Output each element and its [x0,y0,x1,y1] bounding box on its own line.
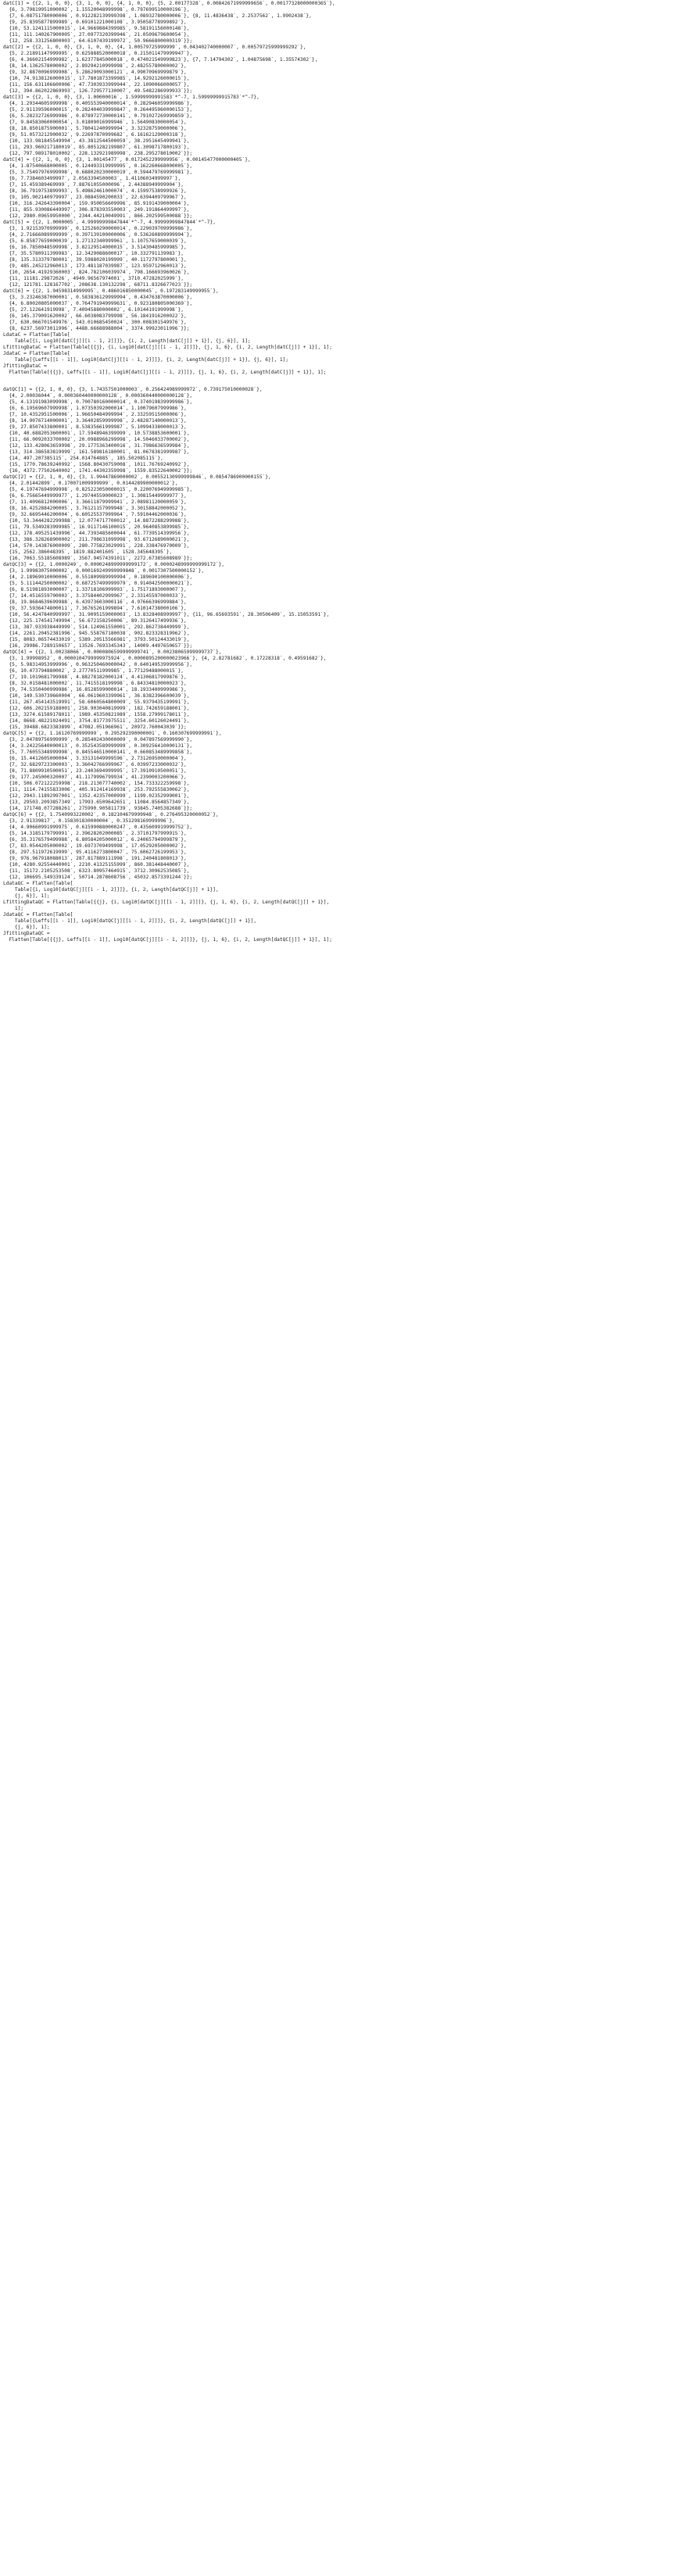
code-line: {15, 2562.386048395`, 1819.882401605`, 1528.345648395`}, [3,549,173,555]
code-line: {13, 29503.2093857349`, 17993.6509642651`, 11084.8564857349`}, [3,800,190,805]
code-line: {9, 105.902140979997`, 23.0884590200033`, 22.6394409799967`}, [3,195,187,200]
code-line: {7, 15.459389469999`, 7.88761055000096`, 2.44388949999904`}, [3,182,184,188]
code-line: {5, 14.3185179799991`, 2.39628202000085`, 2.37101797999915`}, [3,831,187,836]
code-line: {7, 19.1019681799988`, 4.88278182000124`, 4.41306817999876`}, [3,674,187,680]
code-line: {11, 156.631106600006`, 47.7303933999944`, 22.1090066000057`}, [3,82,190,88]
code-line: Table[{Leffs[[i - 1]], Log10[datQC[j][[i - 1, 2]]]}, {i, 2, Length[datQC[j]] + 1}], [3,918,257,924]
code-line: {11, 66.0092033700002`, 20.0988966299998`, 14.5046033700002`}, [3,437,190,442]
code-line: {8, 135.313379780001`, 39.5988020199999`, 40.1172797800001`}, [3,257,187,263]
code-line: {6, 10.473794880002`, 2.27770511999985`, 1.77129488000015`}, [3,668,184,674]
code-line: {10, 40.6882053600001`, 17.5948946399999`, 10.5738853600001`}, [3,431,190,436]
code-line: {10, 56.4247840999997`, 31.9095159000003`, 13.8328408999997`}, {11, 96.65693591`, 28.30506409`, 15.15053591`}, [3,612,330,617]
code-line: {12, 106695.549339124`, 50714.2878608756`, 45032.8573391244`}}; [3,875,193,880]
code-line: {10, 4280.92554440001`, 2210.41325155999`, 860.381448440007`}, [3,862,190,868]
code-line: LfittingDataC = Flatten[Table[{{j}, {i, Log10[datC[j][[i - 1, 2]]]}, {j, 1, 6}, {i, 2, Length[datC[j]] + 1}], 1]; [3,345,332,350]
code-line: {6, 145.379091620002`, 66.6038083799998`, 56.1841916200022`}, [3,313,187,319]
code-line: {4, 2.18969010000006`, 0.551809989999994`, 0.189690100000006`}, [3,574,193,580]
code-line: {8, 297.511972619999`, 95.4116273800047`, 75.6062726199953`}, [3,850,187,855]
code-line: {3, 2.91339817`, 0.158301830000004`, 0.351298169999996`}, [3,818,175,824]
code-line: {4, 4.90660991999975`, 0.615990880000247`, 0.435609919999752`}, [3,825,193,830]
code-line: {4, 2.00036044`, 0.000360440000000128`, 0.000360440000000128`}, [3,393,193,399]
code-line: {6, 6.75665449999977`, 1.29744559000023`, 1.30815449999977`}, [3,493,187,499]
code-line: {15, 8083.06574433019`, 5389.20515566981`, 3793.50124433019`}, [3,637,190,642]
code-line: datC[4] = {{2, 1, 0, 0}, {3, 1.00145477`, 0.0172452299999956`, 0.00145477000000405`}, [3,157,251,163]
code-line: JfittingDataC = [3,363,47,369]
code-line: {8, 71.8809910500051`, 23.2403694999995`, 17.3910910500051`}, [3,768,187,774]
code-line: {3, 1.92153970999999`, 0.125260290000014`, 0.229039709999986`}, [3,226,193,231]
code-line: {7, 10.4352951500006`, 1.96650484999994`, 2.33259515000006`}, [3,412,187,417]
code-line: datQC[2] = {{2, 1, 0, 0}, {3, 1.99447869000002`, 0.00552130999999846`, 0.0854786900000155`}, [3,474,271,480]
code-line: {11, 15172.2105253508`, 6323.80957464915`, 3712.30962535085`}, [3,868,190,874]
code-line: {7, 6.08751780000006`, 0.912282139999398`, 1.08932780000006`}, {8, 11.4836438`, 2.2537562`, 1.9902438`}, [3,13,312,19]
code-line: {4, 3.24225640000013`, 0.352543589999999`, 0.309256410000131`}, [3,743,193,749]
code-line: {14, 2261.20452381996`, 945.558767180038`, 902.823328319962`}, [3,631,190,636]
code-line: {9, 485.245212960013`, 173.481187039987`, 123.959712960013`}, [3,263,187,269]
code-line: datC[2] = {{2, 1, 0, 0}, {3, 1, 0, 0}, {4, 1.00579725999999`, 0.043402740000007`, 0.00579725999999292`}, [3,45,306,50]
code-line: LdataQC = Flatten[Table[ [3,881,73,886]
code-line: {13, 314.386583819999`, 161.589816180001`, 81.0678381999987`}, [3,449,190,455]
code-line: {6, 5.28232726999986`, 0.878972730000141`, 0.791027269999859`}, [3,113,193,119]
code-line: {5, 3.75497976999998`, 0.688020230000019`, 0.594479769999981`}, [3,170,193,175]
code-line: {15, 1770.78639240992`, 1568.80430759008`, 1011.76769240992`}, [3,462,190,467]
code-line: {10, 53.3444282299988`, 12.0774717700012`, 14.8872288299988`}, [3,518,190,524]
code-line: {12, 2943.11892997001`, 1352.42357000999`, 1199.02352999001`}, [3,793,190,799]
code-line: {11, 1114.74155833006`, 405.912414169938`, 253.792555830062`}, [3,787,190,792]
code-line: LfittingDataQC = Flatten[Table[{{j}, {i, Log10[datQC[j][[i - 1, 2]]]}, {j, 1, 6}, {i, 2, Length[datQC[j]] + 1}], [3,900,330,905]
code-line: {14, 171748.077288261`, 275990.905811739`, 93845.7405382688`}}; [3,806,193,811]
code-cell[interactable] [3,1,677,376]
code-line: {10, 133.981845549994`, 43.3812544500059`, 38.2951645499941`}, [3,138,190,144]
code-line: {5, 2.91139596000015`, 0.282404039999847`, 0.264495960000153`}, [3,107,193,113]
code-line: {11, 293.960217180019`, 85.8051282199807`, 61.3098717800193`}, [3,145,190,150]
code-line: {16, 29986.7289150657`, 13526.7693345343`, 14009.4497650657`}}; [3,643,193,649]
code-line: {3, 1.99983075000002`, 0.000169249999999848`, 0.0017307500000152`}, [3,568,205,574]
code-line: {9, 976.967918088013`, 287.817889111998`, 191.240481808013`}, [3,856,187,861]
code-line: {9, 177.245000320007`, 41.1179996799934`, 41.2390003200066`}, [3,775,187,780]
code-line: {6, 35.3176579499988`, 6.80584205000012`, 6.24065794999879`}, [3,837,187,843]
code-line: {14, 570.143876000009`, 280.775823029991`, 228.338476970009`}, [3,543,190,549]
code-line: {7, 11.4096812000006`, 3.36611879999941`, 2.08981120000059`}, [3,499,187,505]
code-line: datQC[6] = {{2, 1.7540993220002`, 0.182104679999948`, 0.276495320000052`}, [3,812,219,818]
code-line: {10, 2654.41929360003`, 824.782106039974`, 798.166693960026`}, [3,270,190,275]
code-line: {9, 25.8395877899989`, 0.69101221000108`, 3.95058778999892`}, [3,20,187,25]
code-line: {12, 258.331256800003`, 64.6107439199972`, 50.9666800000319`}}; [3,38,193,44]
code-line: {14, 497.207385115`, 254.014764885`, 185.502085115`}, [3,456,163,461]
code-line: {6, 7.7384603499997`, 2.0563394500003`, 1.41106034999997`}, [3,176,181,181]
code-line: {4, 2.01442899`, 0.170071009999999`, 0.0144289900000012`}, [3,481,178,486]
code-line: {6, 15.4412605000004`, 3.33131049999596`, 2.73126950000004`}, [3,756,187,761]
code-line: Flatten[Table[{{j}, Leffs[[i - 1]], Log10[datQC[j][[i - 1, 2]]]}, {j, 1, 6}, {i, 2, Length[datQC[j]] + 1}], 1]; [3,937,332,943]
code-line: JdataC = Flatten[Table[ [3,351,70,356]
code-line: {12, 225.174541749994`, 56.672158250006`, 89.3126417499936`}, [3,618,187,624]
code-line: {5, 5.98314953999996`, 0.963250460000042`, 0.640149539999956`}, [3,662,193,667]
code-line: {15, 39488.6823383899`, 47082.051966961`, 20972.760043039`}}; [3,724,187,730]
code-line: {5, 5.11144250000002`, 0.687257499999979`, 0.914042500000021`}, [3,581,193,586]
code-line: {8, 36.7919753899993`, 5.49862461000074`, 4.15997538999926`}, [3,188,187,194]
code-line: {8, 14.9076714000001`, 3.36402859999998`, 2.48287140000013`}, [3,418,187,424]
code-line: {3, 1.99998952`, 0.0000104799999975924`, 0.0000895200000023966`}, {4, 2.82781682`, 0.17228318`, 0.49591682`}, [3,656,327,661]
code-line: JfittingDataQC = [3,931,50,936]
code-line: {16, 4372.77502640002`, 1741.44302359998`, 1559.83522640002`}}; [3,468,193,474]
code-line: LdataC = Flatten[Table[ [3,332,70,338]
code-line: {11, 267.454143519991`, 58.6060564800009`, 55.9379435199991`}, [3,699,190,705]
code-line: {4, 6.80020805000037`, 0.764791949999631`, 0.923180805000369`}, [3,301,193,306]
code-line: {8, 19.8684639699988`, 6.43973603000116`, 4.97666396999884`}, [3,599,187,605]
code-line: {11, 111.140267900005`, 27.0977320399946`, 21.0509679600054`}, [3,32,190,38]
code-line: {10, 53.1241115000015`, 14.9669884399985`, 9.58191156000148`}, [3,26,190,31]
code-line: {13, 387.933938449999`, 514.124961550001`, 292.862738449999`}, [3,624,190,630]
code-line: {11, 11181.29872026`, 4949.96567974001`, 3710.47282025999`}, [3,276,184,281]
cell-spacer [3,376,677,387]
code-line: {5, 6.85877659000039`, 1.27132340999961`, 1.10757659000039`}, [3,238,187,244]
code-line: Table[{i, Log10[datQC[j][[i - 1, 2]]]}, {i, 2, Length[datQC[j]] + 1}], [3,887,219,893]
code-line: {10, 149.530739660004`, 66.0619603399961`, 36.8382396600039`}, [3,693,190,699]
code-line: {6, 3.79819951000002`, 1.15520048999998`, 0.797699510000196`}, [3,7,190,13]
code-line: {8, 32.0158481000002`, 11.7415518199998`, 6.84334810000023`}, [3,681,187,686]
code-line: {12, 606.202159188001`, 258.903040819999`, 182.742659188001`}, [3,706,190,711]
code-line: {7, 14.4516559700003`, 3.37584402999967`, 2.33145597000033`}, [3,593,187,599]
code-line: datQC[1] = {{2, 1, 0, 0}, {3, 1.74357501000003`, 0.256424989999972`, 0.739175010000028`}, [3,387,263,392]
code-line: datC[1] = {{2, 1, 0, 0}, {3, 1, 0, 0}, {4, 1, 0, 0}, {5, 2.00177328`, 0.00842671999999656`, 0.00177328000000365`}, [3,1,335,6]
code-line: {4, 1.29344605999998`, 0.405553940000014`, 0.282946059999986`}, [3,101,193,106]
code-line: {5, 27.122641919998`, 7.40945880000002`, 6.10144191999998`}, [3,307,184,313]
code-line: {7, 32.6829723300003`, 3.36042766999967`, 6.03997233000032`}, [3,762,187,767]
code-line: {16, 7063.55185608989`, 3567.94574391011`, 2272.67385608989`}}; [3,556,193,561]
code-line: {j, 6}], 1]; [3,925,50,930]
code-line: {6, 16.7850048599998`, 3.82129514000015`, 3.51430485999985`}, [3,245,187,250]
code-line: {j, 6}], 1]; [3,893,50,899]
code-line: 1]; [3,906,24,911]
code-line: {5, 7.76055348999998`, 0.845546510000141`, 0.660853489999858`}, [3,750,193,755]
code-line: {7, 83.0544205000002`, 19.6973709499998`, 17.0529205000002`}, [3,843,187,849]
code-line: {13, 386.328268900002`, 211.798631099998`, 93.6712689000021`}, [3,537,190,542]
code-line: {12, 133.428063659998`, 29.1775363400016`, 31.7986636599984`}, [3,443,190,449]
code-line: {9, 51.0573212900032`, 9.22697870999682`, 6.16162129000318`}, [3,132,187,138]
code-line: {9, 32.8870096999908`, 5.28629093000121`, 4.99070969999879`}, [3,70,187,75]
code-line: datQC[4] = {{2, 1.00238066`, 0.0000806599999999741`, 0.00238065999999737`}, [3,649,222,655]
code-line: datC[6] = {{2, 1.94598314999995`, 0.486016850000045`, 0.197283149999955`}, [3,288,219,294]
code-cell[interactable] [3,387,677,943]
code-line: {10, 506.072122259998`, 218.213077740002`, 154.733322259998`}, [3,781,190,786]
code-line: datQC[3] = {{2, 1.0000249`, 0.0000248999999999172`, 0.0000248999999999172`}, [3,562,225,567]
code-line: {8, 14.1362578000002`, 2.89294210999998`, 2.48255780000002`}, [3,63,187,69]
code-line: {8, 18.8501875900001`, 5.78041240999994`, 3.32328759000006`}, [3,126,187,131]
code-line: {4, 2.71666089999999`, 0.397139100000006`, 0.536260899999994`}, [3,232,193,238]
code-line: {9, 27.8507433800001`, 8.53835661999987`, 5.10994338000013`}, [3,424,187,430]
code-line: {9, 74.5350400999986`, 16.8528599000014`, 18.1933400999986`}, [3,687,187,692]
code-line: {9, 37.5936474800011`, 7.36765261999894`, 7.61014738000106`}, [3,606,187,611]
code-line: {13, 3274.61589178011`, 1989.45350821989`, 1558.27999178011`}, [3,712,190,717]
code-line: {4, 1.87540668000005`, 0.124493319999995`, 0.162260668000005`}, [3,163,193,169]
code-line: Flatten[Table[{{j}, Leffs[[i - 1]], Log10[datC[j][[i - 1, 2]]]}, {j, 1, 6}, {i, 2, Length[datC[j]] + 1}], 1]; [3,370,327,375]
code-line: {8, 16.4252884200005`, 3.76121157999948`, 3.30158842000052`}, [3,506,187,511]
code-line: {10, 316.242643390004`, 159.950056609996`, 85.9191439000004`}, [3,201,190,206]
code-line: {9, 32.6695446200004`, 6.60525537999964`, 7.59104462000036`}, [3,512,187,517]
code-line: datC[5] = {{2, 1.0000005`, 4.99999999847844`*^-7, 4.99999999847844`*^-7}, [3,220,216,225]
code-line: {10, 74.9138126000015`, 17.7801873399985`, 14.9292126000015`}, [3,76,190,81]
code-line: {5, 4.13191983099998`, 0.700780160000014`, 0.374019839999986`}, [3,399,193,405]
code-line: {14, 8668.48221024491`, 3754.81773975511`, 3254.60126024491`}, [3,718,190,724]
code-line: {8, 6237.56973011996`, 4488.66688988004`, 3374.99923011996`}}; [3,326,190,331]
code-line: {6, 4.36602154999982`, 1.62377845000018`, 0.474021549999823`}, {7, 7.14794302`, 1.04875698`, 1.35574302`}, [3,57,318,63]
code-line: JdataQC = Flatten[Table[ [3,912,73,918]
code-line: {3, 3.23246387000001`, 0.583836129999994`, 0.434763870000006`}, [3,295,193,300]
code-line: datQC[5] = {{2, 1.16120769999999`, 0.295292390000001`, 0.160307699999991`}, [3,731,222,736]
code-line: {6, 8.51981893000007`, 1.33718106999993`, 1.75171893000007`}, [3,587,187,592]
code-line: {12, 2980.09659950000`, 2344.44210049991`, 866.202599500088`}}; [3,213,193,219]
code-line: {6, 6.19569607999998`, 1.07350392000014`, 1.10079607999986`}, [3,406,187,411]
code-line: {7, 9.84583060000054`, 3.01809016999946`, 1.56490830000054`}, [3,120,187,125]
code-line: {11, 855.930086449997`, 306.878393550003`, 249.191864499997`}, [3,207,190,213]
code-line: {12, 797.989178010002`, 228.132921989998`, 238.295278010002`}}; [3,151,193,156]
code-line: {5, 4.19747694999998`, 0.825223050000015`, 0.220076949999985`}, [3,487,193,492]
code-line: Table[{i, Log10[datC[j][[i - 1, 2]]]}, {i, 2, Length[datC[j]] + 1}], {j, 6}], 1]; [3,338,251,344]
code-line: {12, 121781.128167702`, 208638.130132298`, 68711.8326677023`}}; [3,282,193,288]
code-line: {3, 2.04789756999999`, 0.285402430000009`, 0.047897569999990`}, [3,737,193,742]
notebook-code [3,1,677,943]
code-line: {11, 79.5349283999985`, 16.9117146100015`, 20.9640853899985`}, [3,524,190,530]
code-line: {12, 178.495251439996`, 44.7393485600044`, 61.7739514399956`}, [3,531,190,536]
code-line: {7, 630.066701549976`, 543.010685450024`, 300.008301549976`}, [3,320,187,325]
code-line: datC[3] = {{2, 1, 0, 0}, {3, 1.00000016`, 1.59999999991583`*^-7, 1.59999999915783`*^-7}, [3,95,259,100]
code-line: Table[{Leffs[[i - 1]], Log10[datC[j][[i - 1, 2]]]}, {i, 2, Length[datC[j]] + 1}], {j, 6}], 1]; [3,357,289,363]
code-line: {12, 394.862022869993`, 126.729577130007`, 49.5482286999933`}}; [3,88,193,94]
code-line: {5, 2.21891147999995`, 0.625888520000018`, 0.215011479999947`}, [3,51,193,56]
code-line: {7, 35.5780911399983`, 12.3429088600017`, 10.332791139983`}, [3,251,184,256]
